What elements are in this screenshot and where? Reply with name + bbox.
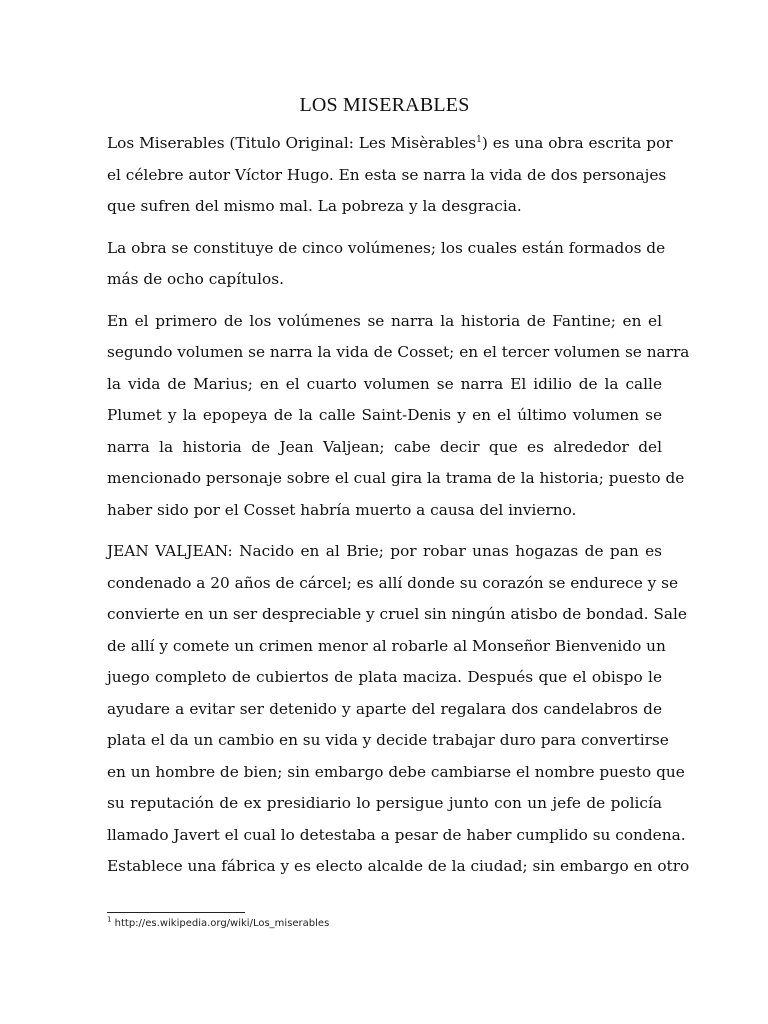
text-line: plata el da un cambio en su vida y decide trabajar duro para convertirse <box>107 731 669 749</box>
text-line: de allí y comete un crimen menor al robarle al Monseñor Bienvenido un <box>107 636 666 655</box>
text-line: la vida de Marius; en el cuarto volumen se narra El idilio de la calle <box>107 374 662 393</box>
text-line: ayudare a evitar ser detenido y aparte del regalara dos candelabros de <box>107 699 662 718</box>
paragraph-intro <box>107 128 673 223</box>
text-line: mencionado personaje sobre el cual gira la trama de la historia; puesto de <box>107 469 685 487</box>
text-line: en un hombre de bien; sin embargo debe cambiarse el nombre puesto que <box>107 762 685 781</box>
footnote <box>107 915 330 929</box>
paragraph-jean-valjean <box>107 536 690 883</box>
footnote-number: 1 <box>107 915 112 924</box>
text-line: La obra se constituye de cinco volúmenes; los cuales están formados de <box>107 238 666 257</box>
paragraph-volumes <box>107 233 666 296</box>
text-line: Plumet y la epopeya de la calle Saint-Denis y en el último volumen se <box>107 406 662 424</box>
text-line: juego completo de cubiertos de plata maciza. Después que el obispo le <box>107 668 662 686</box>
text-line: segundo volumen se narra la vida de Cosset; en el tercer volumen se narra <box>107 343 690 361</box>
text-line: su reputación de ex presidiario lo persigue junto con un jefe de policía <box>107 794 662 812</box>
paragraph-structure <box>107 306 690 527</box>
text-line: haber sido por el Cosset habría muerto a causa del invierno. <box>107 500 577 519</box>
text-line: convierte en un ser despreciable y cruel sin ningún atisbo de bondad. Sale <box>107 605 687 623</box>
text-line: narra la historia de Jean Valjean; cabe decir que es alrededor del <box>107 437 662 456</box>
text-line: que sufren del mismo mal. La pobreza y la desgracia. <box>107 197 522 215</box>
text-line: llamado Javert el cual lo detestaba a pesar de haber cumplido su condena. <box>107 825 686 844</box>
footnote-ref[interactable]: 1 <box>476 134 482 145</box>
footnote-link[interactable]: http://es.wikipedia.org/wiki/Los_miserables <box>111 918 330 929</box>
document-title: LOS MISERABLES <box>299 94 470 116</box>
text-line: En el primero de los volúmenes se narra la historia de Fantine; en el <box>107 311 662 330</box>
text-line: condenado a 20 años de cárcel; es allí donde su corazón se endurece y se <box>107 573 679 592</box>
text-line: más de ocho capítulos. <box>107 270 284 288</box>
footnote-divider <box>107 912 245 913</box>
text-line: JEAN VALJEAN: Nacido en al Brie; por robar unas hogazas de pan es <box>107 542 662 560</box>
text-line: el célebre autor Víctor Hugo. En esta se narra la vida de dos personajes <box>107 165 667 184</box>
document-page <box>107 92 690 893</box>
text-line: Establece una fábrica y es electo alcalde de la ciudad; sin embargo en otro <box>107 857 690 875</box>
text-line: Los Miserables (Titulo Original: Les Misèrables$^1$) es una obra escrita por <box>107 134 673 152</box>
